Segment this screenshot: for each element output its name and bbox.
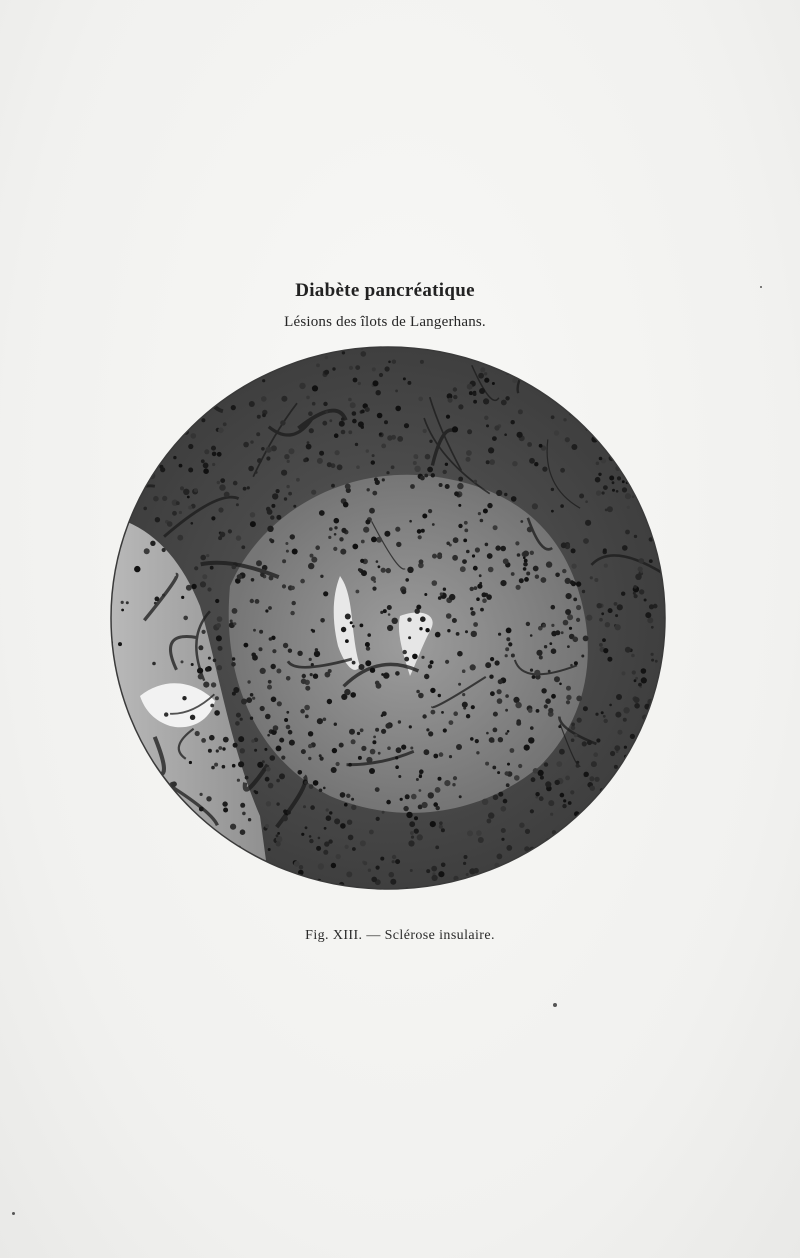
print-speck <box>760 286 762 288</box>
micrograph-figure <box>110 346 666 890</box>
plate-title: Diabète pancréatique <box>295 280 475 301</box>
print-speck <box>553 1003 557 1007</box>
plate-subtitle: Lésions des îlots de Langerhans. <box>284 314 486 330</box>
micrograph-image <box>110 346 666 890</box>
figure-caption: Fig. XIII. — Sclérose insulaire. <box>305 928 495 943</box>
print-speck <box>12 1212 15 1215</box>
